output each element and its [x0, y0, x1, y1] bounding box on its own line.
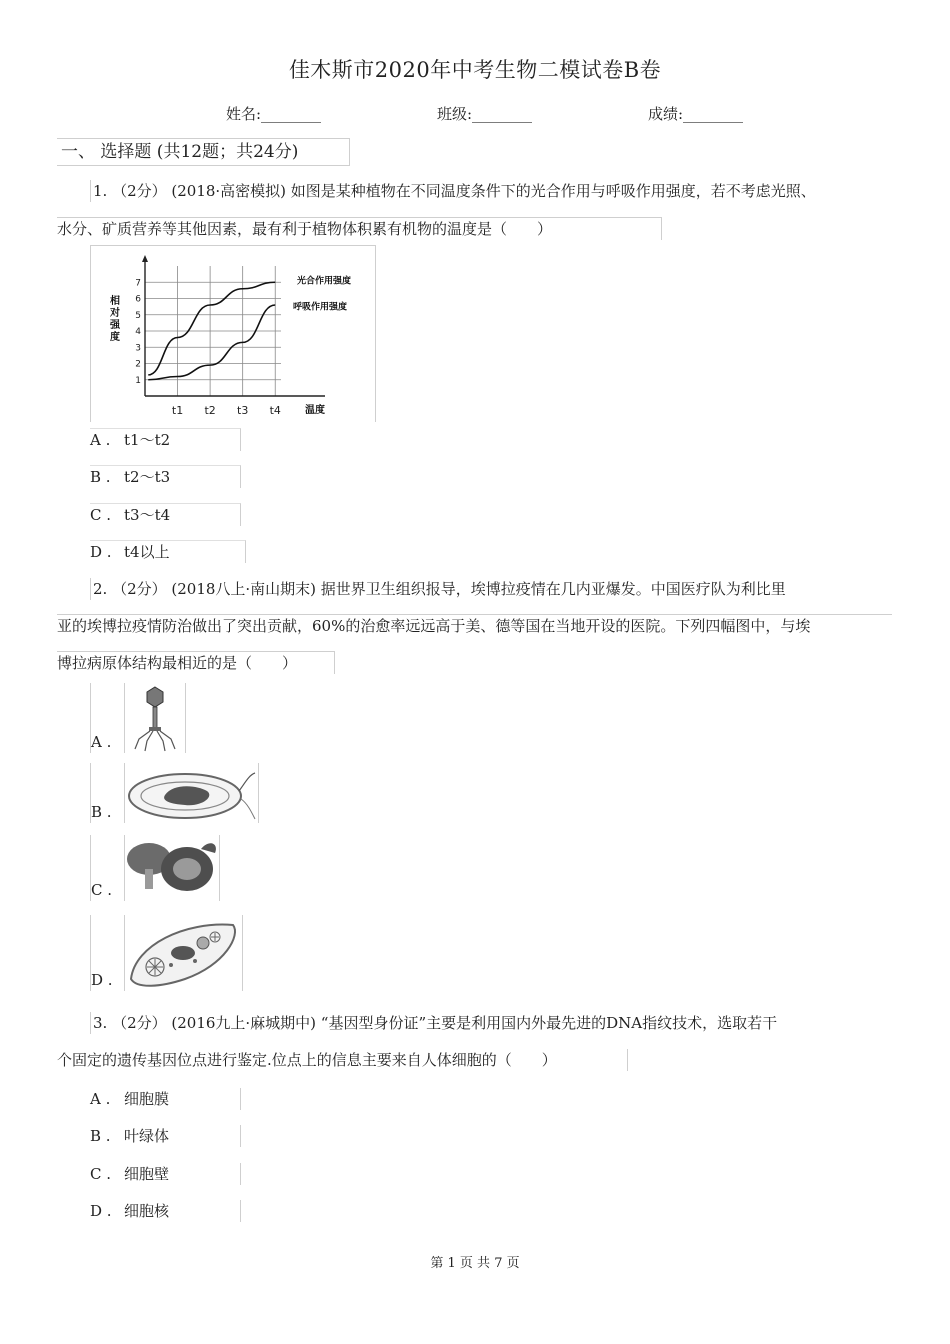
x-axis-label: 温度 — [305, 405, 325, 416]
q3-option-b[interactable]: B . 叶绿体 — [90, 1125, 241, 1147]
temperature-chart — [91, 246, 375, 422]
y-axis-label: 度 — [110, 332, 120, 343]
y-axis-label: 强 — [110, 320, 120, 331]
respiration-curve — [148, 305, 275, 380]
y-tick-label: 5 — [135, 310, 141, 321]
y-axis-label: 相 — [110, 296, 120, 307]
question-3-stem-cont: 个固定的遗传基因位点进行鉴定.位点上的信息主要来自人体细胞的（ ） — [57, 1051, 557, 1069]
q1-option-d[interactable]: D . t4以上 — [90, 540, 246, 563]
y-axis-arrow — [142, 255, 148, 262]
y-tick-label: 6 — [135, 294, 141, 305]
question-2-line2-box — [57, 614, 892, 637]
page-title: 佳木斯市2020年中考生物二模试卷B卷 — [288, 58, 662, 82]
bacteriophage-icon — [125, 683, 185, 753]
question-3-line2-box — [57, 1049, 628, 1071]
question-2-stem: 2. （2分） (2018八上·南山期末) 据世界卫生组织报导，埃博拉疫情在几内亚爆发。中国医疗队为利比里 — [93, 580, 786, 598]
mushroom-icon — [125, 835, 219, 901]
question-1-figure — [90, 245, 376, 422]
q2-option-d[interactable]: D . — [90, 915, 307, 991]
y-tick-label: 1 — [135, 375, 141, 386]
x-tick-label: t3 — [237, 404, 249, 417]
x-tick-label: t4 — [269, 404, 281, 417]
bacterium-icon — [125, 763, 258, 823]
page-footer: 第 1 页 共 7 页 — [430, 1256, 520, 1271]
q1-option-a[interactable]: A . t1～t2 — [90, 428, 241, 451]
question-1-stem: 1. （2分） (2018·高密模拟) 如图是某种植物在不同温度条件下的光合作用与呼吸作用强度，若不考虑光照、 — [93, 182, 816, 200]
question-3-line1-box — [90, 1012, 893, 1034]
question-2-line3-box — [57, 651, 335, 674]
legend-label: 光合作用强度 — [297, 276, 352, 287]
paramecium-icon — [125, 915, 242, 991]
y-tick-label: 7 — [135, 278, 141, 289]
question-3-stem: 3. （2分） (2016九上·麻城期中) “基因型身份证”主要是利用国内外最先进的DNA指纹技术，选取若干 — [93, 1014, 778, 1032]
q2-option-b[interactable]: B . — [90, 763, 323, 823]
q1-option-b[interactable]: B . t2～t3 — [90, 465, 241, 488]
name-field[interactable]: 姓名:________ — [226, 105, 322, 123]
question-1-stem-cont: 水分、矿质营养等其他因素，最有利于植物体积累有机物的温度是（ ） — [57, 220, 553, 238]
q3-option-a[interactable]: A . 细胞膜 — [90, 1088, 241, 1110]
section-heading: 一、 选择题 (共12题；共24分) — [57, 138, 350, 166]
x-tick-label: t1 — [171, 404, 184, 417]
y-axis-label: 对 — [110, 308, 120, 319]
q3-option-c[interactable]: C . 细胞壁 — [90, 1163, 241, 1185]
question-1-line1-box — [90, 180, 893, 202]
question-2-line1-box — [90, 578, 893, 600]
class-field[interactable]: 班级:________ — [437, 105, 533, 123]
q2-option-c[interactable]: C . — [90, 835, 286, 901]
score-field[interactable]: 成绩:________ — [648, 105, 744, 123]
legend-label: 呼吸作用强度 — [293, 302, 348, 313]
question-2-stem-cont: 亚的埃博拉疫情防治做出了突出贡献，60%的治愈率远远高于美、德等国在当地开设的医院。下列四幅图中，与埃 — [57, 617, 811, 635]
y-tick-label: 2 — [135, 359, 141, 370]
x-tick-label: t2 — [204, 404, 216, 417]
q1-option-c[interactable]: C . t3～t4 — [90, 503, 241, 526]
q2-option-a[interactable]: A . — [90, 683, 251, 753]
q3-option-d[interactable]: D . 细胞核 — [90, 1200, 241, 1222]
y-tick-label: 4 — [135, 327, 141, 337]
question-1-line2-box — [57, 217, 662, 240]
question-2-stem-end: 博拉病原体结构最相近的是（ ） — [57, 654, 298, 672]
y-tick-label: 3 — [135, 343, 141, 354]
